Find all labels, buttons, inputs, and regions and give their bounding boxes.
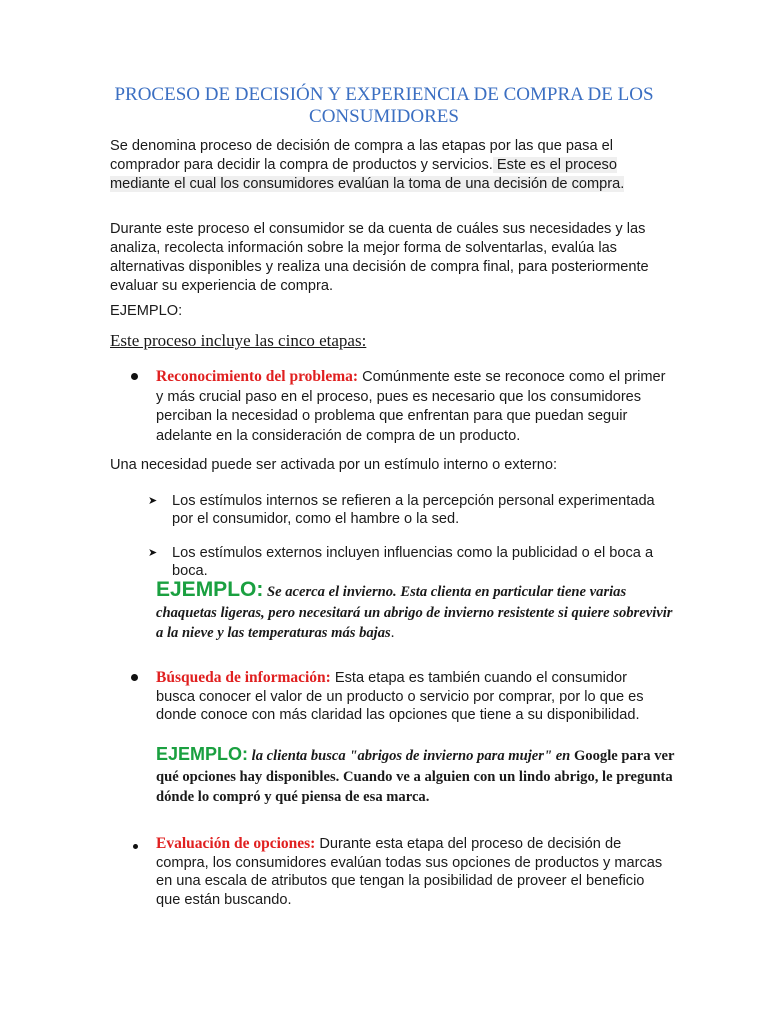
bullet-dot-icon — [133, 844, 138, 849]
document-title: PROCESO DE DECISIÓN Y EXPERIENCIA DE COMPRA DE LOS CONSUMIDORES — [114, 84, 654, 127]
stage-3-text: Durante esta etapa del proceso de decisión de compra, los consumidores evalúan todas sus opciones de productos y marcas en una escala de atributos que tengan la posibilidad de proveer el beneficio que están buscando. — [156, 836, 663, 908]
example-1-end: . — [390, 625, 395, 641]
stage-3-term: Evaluación de opciones: — [156, 835, 316, 852]
intro-ejemplo: EJEMPLO: — [110, 303, 183, 319]
intro-sentence-1: Se denomina proceso de decisión de compra a las etapas por las que pasa el comprador para decidir la compra de productos y servicios. — [110, 138, 613, 173]
arrow-bullet-icon: ➤ — [148, 547, 158, 559]
example-2-text-b: Google para ver qué opciones hay disponibles. Cuando ve a alguien con un lindo abrigo, le pregunta dónde lo compró y qué piensa de esa marca. — [156, 748, 675, 805]
intro-paragraph-2: Durante este proceso el consumidor se da cuenta de cuáles sus necesidades y las analiza, recolecta información sobre la mejor forma de solventarlas, evalúa las alternativas disponibles y realiza una decisión de compra final, para posteriormente evaluar su experiencia de compra. — [110, 221, 649, 294]
stages-subheading: Este proceso incluye las cinco etapas: — [110, 331, 367, 350]
need-line: Una necesidad puede ser activada por un estímulo interno o externo: — [110, 457, 558, 473]
stage-3-item — [156, 835, 666, 909]
example-2-text-a: la clienta busca "abrigos de invierno para mujer" en — [248, 748, 574, 764]
example-1-label: EJEMPLO: — [156, 578, 264, 601]
example-2 — [156, 744, 676, 808]
stage-2-item — [156, 669, 666, 725]
stage-1-item — [156, 367, 666, 446]
intro-paragraph-1 — [110, 137, 670, 194]
example-1 — [156, 580, 676, 644]
stage-1-term: Reconocimiento del problema: — [156, 368, 359, 385]
example-1-text: Se acerca el invierno. Esta clienta en particular tiene varias chaquetas ligeras, pero necesitará un abrigo de invierno resistente si quiere sobrevivir a la nieve y las temperaturas más bajas — [156, 584, 673, 641]
bullet-dot-icon — [131, 373, 138, 380]
stage-2-term: Búsqueda de información: — [156, 669, 331, 686]
example-2-label: EJEMPLO: — [156, 744, 249, 764]
arrow-bullet-icon: ➤ — [148, 495, 158, 507]
stage-2-text: Esta etapa es también cuando el consumidor busca conocer el valor de un producto o servicio por comprar, por lo que es donde conoce con más claridad las opciones que tiene a su disponibilidad. — [156, 670, 644, 723]
stage-1-text: Comúnmente este se reconoce como el primer y más crucial paso en el proceso, pues es necesario que los consumidores perciban la necesidad o problema que enfrentan para que puedan seguir adelante en la consideración de compra de un producto. — [156, 369, 666, 444]
stimulus-internal: Los estímulos internos se refieren a la percepción personal experimentada por el consumidor, como el hambre o la sed. — [172, 493, 655, 527]
intro-sentence-2-highlighted: Este es el proceso mediante el cual los consumidores evalúan la toma de una decisión de compra. — [110, 157, 625, 192]
bullet-dot-icon — [131, 674, 138, 681]
stimulus-external: Los estímulos externos incluyen influencias como la publicidad o el boca a boca. — [172, 545, 654, 579]
